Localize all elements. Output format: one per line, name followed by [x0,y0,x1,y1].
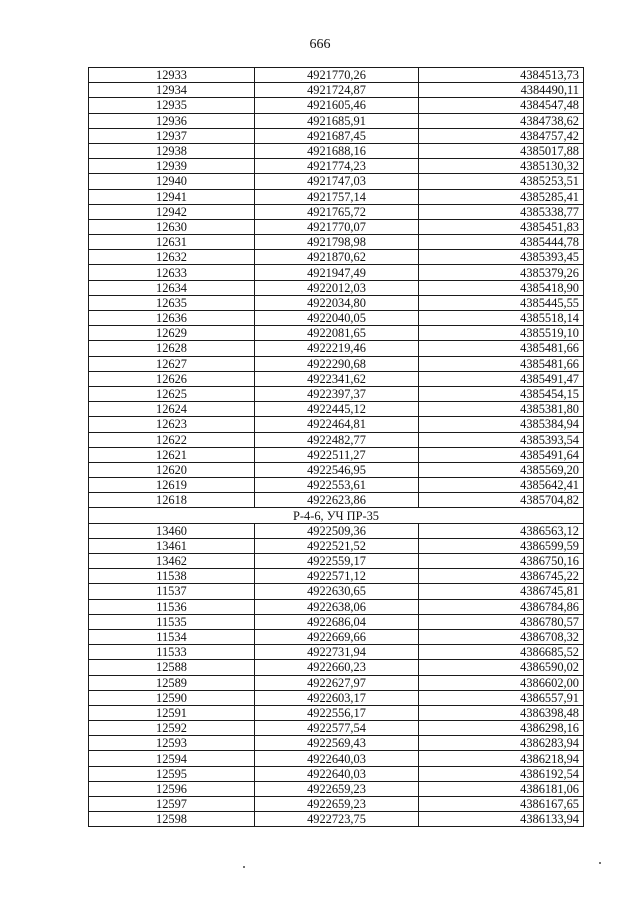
x-coordinate-cell: 4922577,54 [255,721,419,736]
y-coordinate-cell: 4385418,90 [419,280,584,295]
table-row [89,751,584,766]
y-coordinate-cell: 4385384,94 [419,417,584,432]
x-coordinate-cell: 4922553,61 [255,478,419,493]
x-coordinate-cell: 4922445,12 [255,402,419,417]
point-number-cell: 11533 [89,645,255,660]
table-row [89,83,584,98]
y-coordinate-cell: 4385379,26 [419,265,584,280]
x-coordinate-cell: 4922603,17 [255,690,419,705]
y-coordinate-cell: 4386398,48 [419,705,584,720]
section-header-row [89,508,584,523]
x-coordinate-cell: 4921947,49 [255,265,419,280]
point-number-cell: 12940 [89,174,255,189]
table-row [89,614,584,629]
x-coordinate-cell: 4922397,37 [255,386,419,401]
table-row [89,143,584,158]
y-coordinate-cell: 4384757,42 [419,128,584,143]
table-row [89,159,584,174]
table-row [89,98,584,113]
x-coordinate-cell: 4922012,03 [255,280,419,295]
point-number-cell: 12937 [89,128,255,143]
table-row [89,326,584,341]
x-coordinate-cell: 4921770,07 [255,219,419,234]
x-coordinate-cell: 4921798,98 [255,235,419,250]
x-coordinate-cell: 4922511,27 [255,447,419,462]
y-coordinate-cell: 4386780,57 [419,614,584,629]
x-coordinate-cell: 4921724,87 [255,83,419,98]
point-number-cell: 13460 [89,523,255,538]
x-coordinate-cell: 4922509,36 [255,523,419,538]
point-number-cell: 12620 [89,462,255,477]
table-row [89,235,584,250]
x-coordinate-cell: 4922731,94 [255,645,419,660]
table-row [89,462,584,477]
table-row [89,417,584,432]
table-row [89,584,584,599]
table-row [89,781,584,796]
y-coordinate-cell: 4385253,51 [419,174,584,189]
table-row [89,569,584,584]
point-number-cell: 12624 [89,402,255,417]
scan-speck [243,866,245,868]
y-coordinate-cell: 4386283,94 [419,736,584,751]
table-row [89,280,584,295]
y-coordinate-cell: 4386192,54 [419,766,584,781]
scan-speck [599,862,601,864]
table-row [89,645,584,660]
point-number-cell: 13462 [89,554,255,569]
table-row [89,265,584,280]
point-number-cell: 12593 [89,736,255,751]
point-number-cell: 12935 [89,98,255,113]
x-coordinate-cell: 4922546,95 [255,462,419,477]
point-number-cell: 12934 [89,83,255,98]
y-coordinate-cell: 4386602,00 [419,675,584,690]
x-coordinate-cell: 4922659,23 [255,781,419,796]
point-number-cell: 12592 [89,721,255,736]
point-number-cell: 12936 [89,113,255,128]
x-coordinate-cell: 4922464,81 [255,417,419,432]
y-coordinate-cell: 4385481,66 [419,356,584,371]
y-coordinate-cell: 4385444,78 [419,235,584,250]
table-row [89,356,584,371]
point-number-cell: 11535 [89,614,255,629]
x-coordinate-cell: 4922040,05 [255,311,419,326]
point-number-cell: 12618 [89,493,255,508]
x-coordinate-cell: 4922571,12 [255,569,419,584]
table-row [89,204,584,219]
table-row [89,554,584,569]
point-number-cell: 13461 [89,538,255,553]
table-row [89,675,584,690]
table-row [89,660,584,675]
x-coordinate-cell: 4922556,17 [255,705,419,720]
point-number-cell: 12590 [89,690,255,705]
point-number-cell: 12629 [89,326,255,341]
x-coordinate-cell: 4921687,45 [255,128,419,143]
y-coordinate-cell: 4385338,77 [419,204,584,219]
y-coordinate-cell: 4384738,62 [419,113,584,128]
x-coordinate-cell: 4922290,68 [255,356,419,371]
x-coordinate-cell: 4921765,72 [255,204,419,219]
x-coordinate-cell: 4922627,97 [255,675,419,690]
table-row [89,295,584,310]
point-number-cell: 12631 [89,235,255,250]
point-number-cell: 12589 [89,675,255,690]
x-coordinate-cell: 4922521,52 [255,538,419,553]
x-coordinate-cell: 4921747,03 [255,174,419,189]
y-coordinate-cell: 4384490,11 [419,83,584,98]
point-number-cell: 12627 [89,356,255,371]
y-coordinate-cell: 4386218,94 [419,751,584,766]
table-row [89,523,584,538]
x-coordinate-cell: 4921605,46 [255,98,419,113]
y-coordinate-cell: 4385454,15 [419,386,584,401]
table-row [89,68,584,83]
y-coordinate-cell: 4386298,16 [419,721,584,736]
x-coordinate-cell: 4921870,62 [255,250,419,265]
coordinates-table-body [89,68,584,827]
table-row [89,493,584,508]
y-coordinate-cell: 4385393,45 [419,250,584,265]
x-coordinate-cell: 4922640,03 [255,751,419,766]
y-coordinate-cell: 4385393,54 [419,432,584,447]
y-coordinate-cell: 4384513,73 [419,68,584,83]
y-coordinate-cell: 4386563,12 [419,523,584,538]
x-coordinate-cell: 4922034,80 [255,295,419,310]
x-coordinate-cell: 4922723,75 [255,812,419,827]
table-row [89,812,584,827]
table-row [89,402,584,417]
y-coordinate-cell: 4386181,06 [419,781,584,796]
table-row [89,599,584,614]
y-coordinate-cell: 4386750,16 [419,554,584,569]
point-number-cell: 12628 [89,341,255,356]
table-row [89,341,584,356]
x-coordinate-cell: 4921688,16 [255,143,419,158]
coordinates-table [88,67,584,827]
x-coordinate-cell: 4922482,77 [255,432,419,447]
point-number-cell: 12942 [89,204,255,219]
x-coordinate-cell: 4922659,23 [255,797,419,812]
point-number-cell: 12939 [89,159,255,174]
y-coordinate-cell: 4385445,55 [419,295,584,310]
y-coordinate-cell: 4386590,02 [419,660,584,675]
point-number-cell: 11536 [89,599,255,614]
point-number-cell: 12588 [89,660,255,675]
x-coordinate-cell: 4922660,23 [255,660,419,675]
point-number-cell: 11534 [89,629,255,644]
point-number-cell: 12625 [89,386,255,401]
point-number-cell: 12591 [89,705,255,720]
x-coordinate-cell: 4922569,43 [255,736,419,751]
table-row [89,371,584,386]
table-row [89,386,584,401]
point-number-cell: 12933 [89,68,255,83]
x-coordinate-cell: 4922669,66 [255,629,419,644]
y-coordinate-cell: 4386745,81 [419,584,584,599]
y-coordinate-cell: 4385451,83 [419,219,584,234]
point-number-cell: 12594 [89,751,255,766]
y-coordinate-cell: 4385285,41 [419,189,584,204]
y-coordinate-cell: 4384547,48 [419,98,584,113]
point-number-cell: 12596 [89,781,255,796]
y-coordinate-cell: 4385481,66 [419,341,584,356]
table-row [89,219,584,234]
point-number-cell: 12623 [89,417,255,432]
y-coordinate-cell: 4386557,91 [419,690,584,705]
y-coordinate-cell: 4386685,52 [419,645,584,660]
y-coordinate-cell: 4385642,41 [419,478,584,493]
y-coordinate-cell: 4385381,80 [419,402,584,417]
point-number-cell: 12630 [89,219,255,234]
page-number: 666 [309,37,331,52]
table-row [89,705,584,720]
y-coordinate-cell: 4386745,22 [419,569,584,584]
y-coordinate-cell: 4385491,64 [419,447,584,462]
table-row [89,797,584,812]
table-row [89,478,584,493]
x-coordinate-cell: 4921770,26 [255,68,419,83]
y-coordinate-cell: 4386133,94 [419,812,584,827]
y-coordinate-cell: 4385017,88 [419,143,584,158]
point-number-cell: 12938 [89,143,255,158]
table-row [89,721,584,736]
point-number-cell: 11538 [89,569,255,584]
y-coordinate-cell: 4386167,65 [419,797,584,812]
table-row [89,736,584,751]
table-row [89,174,584,189]
y-coordinate-cell: 4385519,10 [419,326,584,341]
point-number-cell: 11537 [89,584,255,599]
y-coordinate-cell: 4385518,14 [419,311,584,326]
x-coordinate-cell: 4922559,17 [255,554,419,569]
table-row [89,447,584,462]
point-number-cell: 12619 [89,478,255,493]
table-row [89,113,584,128]
x-coordinate-cell: 4922219,46 [255,341,419,356]
point-number-cell: 12941 [89,189,255,204]
y-coordinate-cell: 4385491,47 [419,371,584,386]
y-coordinate-cell: 4385130,32 [419,159,584,174]
point-number-cell: 12632 [89,250,255,265]
point-number-cell: 12595 [89,766,255,781]
table-row [89,128,584,143]
table-row [89,766,584,781]
x-coordinate-cell: 4922640,03 [255,766,419,781]
point-number-cell: 12634 [89,280,255,295]
y-coordinate-cell: 4386708,32 [419,629,584,644]
y-coordinate-cell: 4385704,82 [419,493,584,508]
table-row [89,189,584,204]
point-number-cell: 12633 [89,265,255,280]
x-coordinate-cell: 4922630,65 [255,584,419,599]
point-number-cell: 12597 [89,797,255,812]
x-coordinate-cell: 4922341,62 [255,371,419,386]
x-coordinate-cell: 4921774,23 [255,159,419,174]
point-number-cell: 12636 [89,311,255,326]
point-number-cell: 12626 [89,371,255,386]
y-coordinate-cell: 4386784,86 [419,599,584,614]
table-row [89,432,584,447]
x-coordinate-cell: 4922638,06 [255,599,419,614]
table-row [89,311,584,326]
x-coordinate-cell: 4922081,65 [255,326,419,341]
y-coordinate-cell: 4386599,59 [419,538,584,553]
x-coordinate-cell: 4922623,86 [255,493,419,508]
x-coordinate-cell: 4921685,91 [255,113,419,128]
point-number-cell: 12621 [89,447,255,462]
x-coordinate-cell: 4922686,04 [255,614,419,629]
x-coordinate-cell: 4921757,14 [255,189,419,204]
point-number-cell: 12598 [89,812,255,827]
table-row [89,538,584,553]
table-row [89,250,584,265]
table-row [89,629,584,644]
table-row [89,690,584,705]
point-number-cell: 12622 [89,432,255,447]
point-number-cell: 12635 [89,295,255,310]
y-coordinate-cell: 4385569,20 [419,462,584,477]
section-header: Р-4-6, УЧ ПР-35 [89,508,584,523]
